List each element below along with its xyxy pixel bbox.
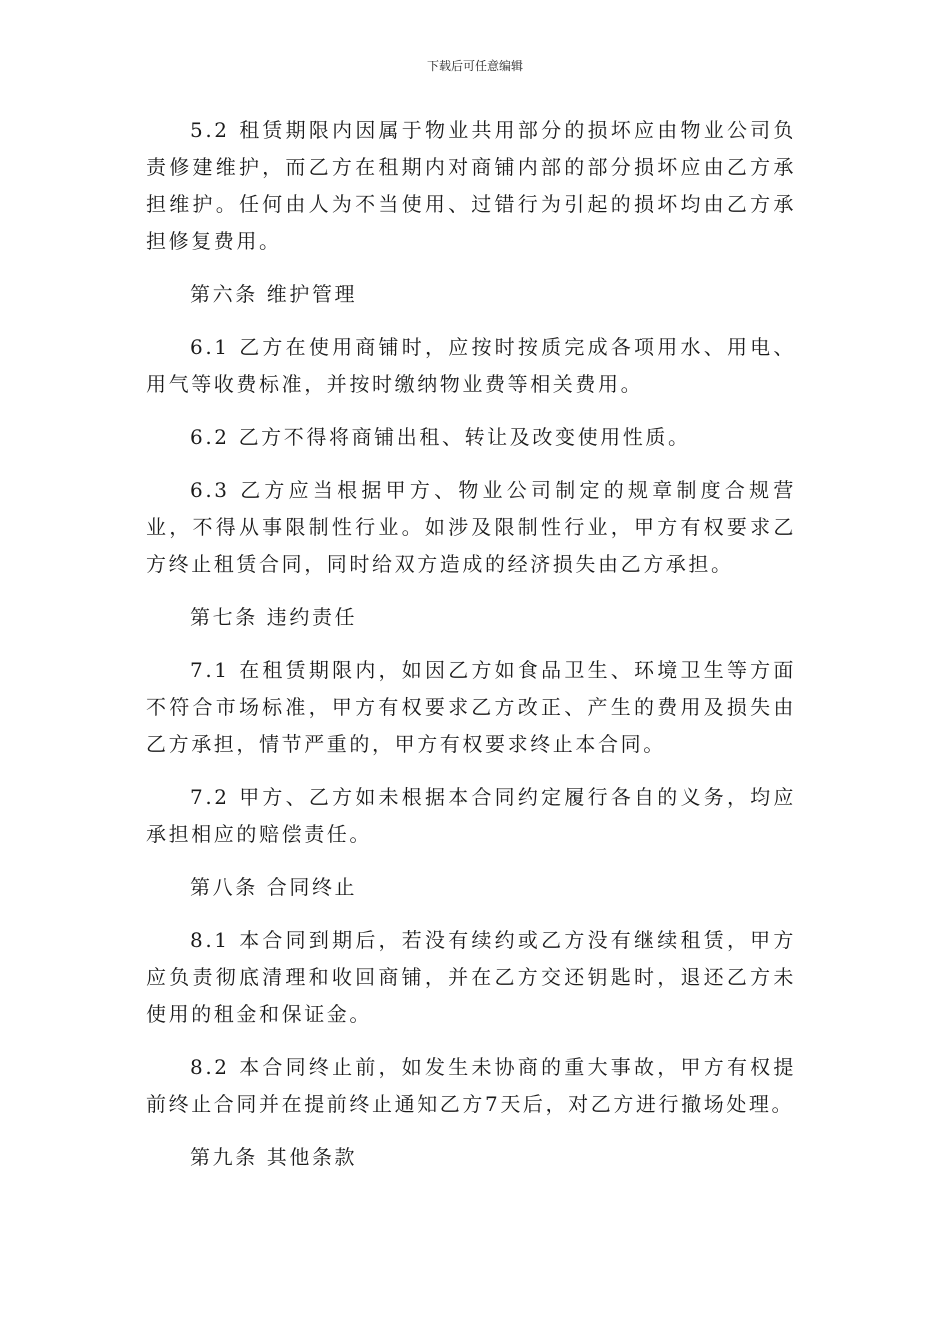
clause-5-2: 5.2 租赁期限内因属于物业共用部分的损坏应由物业公司负责修建维护，而乙方在租期内对商铺内部的部分损坏应由乙方承担维护。任何由人为不当使用、过错行为引起的损坏均由乙方承担修复费用。: [146, 118, 796, 253]
article-6-heading: 第六条 维护管理: [190, 282, 358, 306]
clause-6-3: 6.3 乙方应当根据甲方、物业公司制定的规章制度合规营业，不得从事限制性行业。如涉及限制性行业，甲方有权要求乙方终止租赁合同，同时给双方造成的经济损失由乙方承担。: [146, 478, 796, 576]
clause-6-2: 6.2 乙方不得将商铺出租、转让及改变使用性质。: [190, 425, 691, 449]
article-8-heading: 第八条 合同终止: [190, 875, 358, 899]
clause-7-2: 7.2 甲方、乙方如未根据本合同约定履行各自的义务，均应承担相应的赔偿责任。: [146, 785, 796, 846]
article-9-heading: 第九条 其他条款: [190, 1145, 358, 1169]
page-header-note: 下载后可任意编辑: [426, 59, 523, 73]
clause-8-1: 8.1 本合同到期后，若没有续约或乙方没有继续租赁，甲方应负责彻底清理和收回商铺，并在乙方交还钥匙时，退还乙方未使用的租金和保证金。: [146, 928, 796, 1026]
article-7-heading: 第七条 违约责任: [190, 605, 358, 629]
clause-6-1: 6.1 乙方在使用商铺时，应按时按质完成各项用水、用电、用气等收费标准，并按时缴纳物业费等相关费用。: [146, 335, 796, 396]
clause-7-1: 7.1 在租赁期限内，如因乙方如食品卫生、环境卫生等方面不符合市场标准，甲方有权要求乙方改正、产生的费用及损失由乙方承担，情节严重的，甲方有权要求终止本合同。: [146, 658, 796, 756]
document-body: [146, 112, 796, 1192]
clause-8-2: 8.2 本合同终止前，如发生未协商的重大事故，甲方有权提前终止合同并在提前终止通知乙方7天后，对乙方进行撤场处理。: [146, 1055, 796, 1116]
